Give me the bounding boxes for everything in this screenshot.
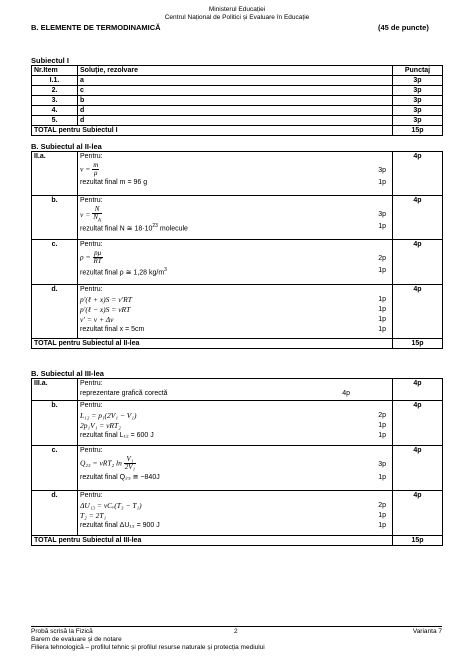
result-line [80,266,390,276]
solution-cell [78,196,393,240]
denominator-subscript: A [97,218,101,224]
total-points: 15p [393,339,443,349]
footer-line-1 [31,628,442,635]
page-number: 2 [234,628,238,635]
table-row [32,152,443,196]
item-number: b. [32,401,78,446]
numerator: N [92,206,102,214]
footer-line-2: Barem de evaluare și de notare [31,636,122,643]
result-text: rezultat final L₁₂ = 600 J [80,432,154,439]
result-tail: molecule [157,225,188,233]
header-points: Punctaj [393,66,443,76]
formula: ν′ = ν + Δν [80,315,114,324]
total-row [32,536,443,546]
points: 3p [393,76,443,86]
formula-line [80,411,390,421]
formula: T₂ = 2T₁ [80,511,107,520]
result-text: rezultat final N ≅ 18·10 [80,225,153,233]
numerator: m [93,161,99,169]
numerator: V₁ [124,456,136,464]
result-line [80,521,390,531]
fraction [124,456,136,471]
item-points: 4p [393,401,443,446]
center-header: Centrul Național de Politici și Evaluare în Educație [164,14,310,21]
numerator: pμ [94,249,102,257]
formula-line [80,295,390,305]
table-row [32,86,443,96]
partial-points: 1p [378,422,386,429]
formula-lhs: ν = [80,210,91,220]
pentru-label: Pentru: [80,153,103,160]
total-row [32,126,443,136]
item-number: III.a. [32,379,78,401]
solution-line [80,389,390,399]
item-number: I.1. [32,76,78,86]
partial-points: 1p [378,432,386,439]
partial-points: 3p [378,167,386,174]
partial-points: 3p [378,461,386,468]
formula: ΔU₁₃ = νCᵥ(T₃ − T₁) [80,501,142,510]
result-line [80,178,390,188]
solution-cell [78,240,393,285]
solution-cell [78,152,393,196]
table-row [32,96,443,106]
result-line [80,473,390,483]
item-number: 2. [32,86,78,96]
total-row [32,339,443,349]
table-row [32,491,443,536]
fraction [92,162,99,177]
table-header-row [32,66,443,76]
result-line [80,325,390,335]
table-row [32,106,443,116]
denominator: μ [93,169,98,177]
points: 3p [393,96,443,106]
table-row [32,196,443,240]
item-number: 4. [32,106,78,116]
table-row [32,285,443,339]
answer: a [78,76,393,86]
formula: 2p₁V₁ = νRT₂ [80,421,121,430]
total-label: TOTAL pentru Subiectul I [32,126,393,136]
denominator: 2V₁ [124,463,136,471]
formula: p′(ℓ − x)S = νRT [80,305,131,314]
partial-points: 1p [378,296,386,303]
total-label: TOTAL pentru Subiectul al II-lea [32,339,393,349]
partial-points: 4p [342,390,350,397]
formula-lhs: ρ = [80,252,91,262]
points: 3p [393,116,443,126]
partial-points: 2p [378,412,386,419]
table-row [32,116,443,126]
denominator-base: N [93,213,98,221]
partial-points: 1p [378,512,386,519]
section-title: B. ELEMENTE DE TERMODINAMICĂ [31,23,161,32]
s3-table [31,378,443,546]
item-number: II.a. [32,152,78,196]
pentru-label: Pentru: [80,197,103,204]
footer-subject: Probă scrisă la Fizică [31,628,93,635]
partial-points: 1p [378,223,386,230]
fraction [93,250,103,265]
item-points: 4p [393,491,443,536]
item-points: 4p [393,152,443,196]
s2-title: B. Subiectul al II-lea [31,142,102,151]
footer-line-3: Filiera tehnologică – profilul tehnic și profilul resurse naturale și protecția mediului [31,644,265,651]
pentru-label: Pentru: [80,447,103,454]
partial-points: 2p [378,502,386,509]
variant-label: Varianta 7 [412,628,442,635]
item-number: d. [32,491,78,536]
item-points: 4p [393,285,443,339]
item-number: c. [32,446,78,491]
total-points: 15p [393,126,443,136]
formula-line [80,511,390,521]
formula-lhs: Q₂₃ = νRT₂ ln [80,458,122,468]
partial-points: 1p [378,316,386,323]
answer: d [78,106,393,116]
partial-points: 1p [378,179,386,186]
item-number: b. [32,196,78,240]
table-row [32,240,443,285]
header-item: Nr.Item [32,66,78,76]
formula-lhs: ν = [80,164,91,174]
partial-points: 1p [378,326,386,333]
denominator: RT [93,257,102,265]
partial-points: 1p [378,306,386,313]
item-number: d. [32,285,78,339]
solution-text: reprezentare grafică corectă [80,390,168,397]
formula-line [80,501,390,511]
pentru-label: Pentru: [80,286,103,293]
result-text: rezultat final ΔU₁₃ = 900 J [80,522,160,529]
solution-cell [78,379,393,401]
partial-points: 1p [378,474,386,481]
s1-table [31,65,443,136]
partial-points: 3p [378,211,386,218]
pentru-label: Pentru: [80,241,103,248]
s3-title: B. Subiectul al III-lea [31,369,104,378]
item-number: c. [32,240,78,285]
result-exponent: 3 [164,267,167,273]
table-row [32,446,443,491]
formula-line [80,421,390,431]
solution-cell [78,491,393,536]
table-row [32,379,443,401]
pentru-label: Pentru: [80,492,103,499]
result-line [80,431,390,441]
partial-points: 1p [378,267,386,274]
item-points: 4p [393,446,443,491]
result-exponent: 23 [152,223,158,229]
partial-points: 2p [378,255,386,262]
formula: p′(ℓ + x)S = ν′RT [80,295,132,304]
header-solution: Soluție, rezolvare [78,66,393,76]
table-row [32,76,443,86]
formula-line [80,305,390,315]
result-text: rezultat final x = 5cm [80,326,145,333]
formula-line [80,456,390,473]
table-row [32,401,443,446]
answer: b [78,96,393,106]
s1-title: Subiectul I [31,56,69,65]
result-line [80,222,390,232]
points: 3p [393,86,443,96]
pentru-label: Pentru: [80,380,103,387]
formula-line [80,206,390,222]
pentru-label: Pentru: [80,402,103,409]
footer-divider [31,626,442,627]
solution-cell [78,285,393,339]
item-points: 4p [393,240,443,285]
formula-line [80,250,390,266]
answer: c [78,86,393,96]
formula-line [80,162,390,178]
item-number: 5. [32,116,78,126]
item-number: 3. [32,96,78,106]
partial-points: 1p [378,522,386,529]
result-text: rezultat final Q₂₃ ≅ −840J [80,474,160,481]
result-text: rezultat final ρ ≅ 1,28 kg/m [80,269,165,277]
points: 3p [393,106,443,116]
formula-line [80,315,390,325]
total-label: TOTAL pentru Subiectul al III-lea [32,536,393,546]
solution-cell [78,446,393,491]
item-points: 4p [393,379,443,401]
result-text: rezultat final m = 96 g [80,179,148,186]
section-points: (45 de puncte) [378,23,429,32]
formula: L₁₂ = p₁(2V₁ − V₁) [80,411,137,420]
ministry-header: Ministerul Educației [208,6,266,13]
total-points: 15p [393,536,443,546]
answer: d [78,116,393,126]
solution-cell [78,401,393,446]
item-points: 4p [393,196,443,240]
s2-table [31,151,443,349]
